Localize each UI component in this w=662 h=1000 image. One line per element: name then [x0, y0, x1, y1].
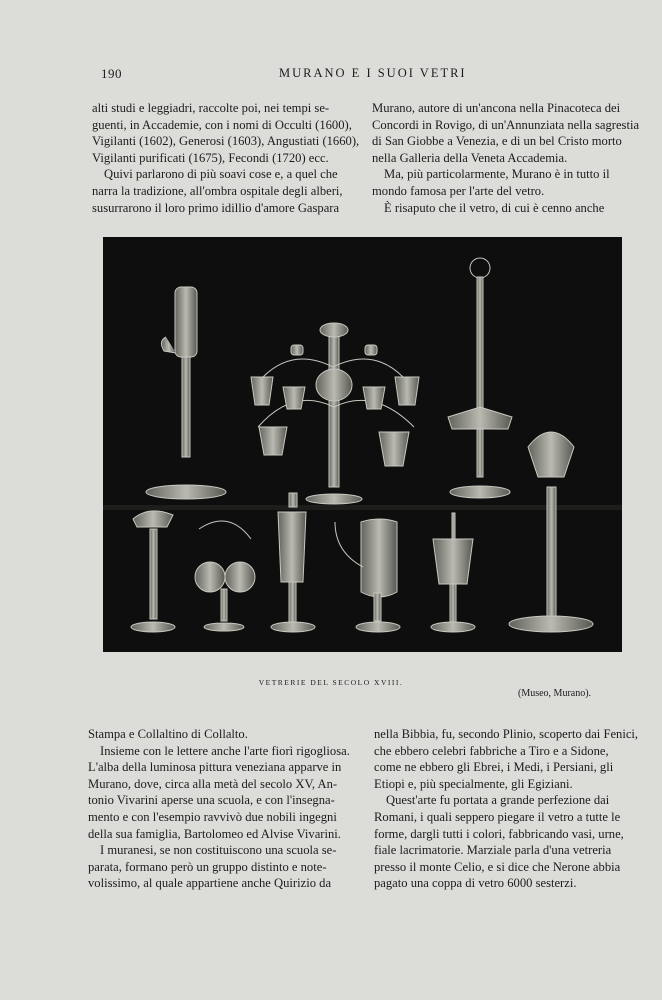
text-line: forme, dargli tutti i colori, fabbricando vasi, urne, [374, 826, 624, 841]
text-line: È risaputo che il vetro, di cui è cenno anche [384, 200, 605, 215]
glassware-illustration [103, 237, 622, 652]
page-number: 190 [101, 66, 122, 81]
running-title: MURANO E I SUOI VETRI [279, 66, 467, 80]
text-line: Etiopi e, più specialmente, gli Egiziani. [374, 776, 573, 791]
figure-credit: (Museo, Murano). [518, 688, 592, 699]
text-line: Concordi in Rovigo, di un'Annunziata nella sagrestia [372, 117, 640, 132]
text-line: nella Galleria della Veneta Accademia. [372, 150, 568, 165]
text-line: Quest'arte fu portata a grande perfezione dai [386, 793, 610, 808]
text-line: parata, formano però un gruppo distinto e note- [88, 859, 327, 874]
text-line: Vigilanti purificati (1675), Fecondi (1720) ecc. [92, 150, 329, 165]
text-line: Stampa e Collaltino di Collalto. [88, 727, 248, 741]
figure-caption: VETRERIE DEL SECOLO XVIII. [258, 678, 404, 687]
text-line: fiale lacrimatorie. Marziale parla d'una vetreria [374, 843, 612, 858]
text-line: Romani, i quali seppero piegare il vetro a tutte le [374, 809, 621, 824]
text-line: presso il monte Celio, e si dice che Nerone abbia [374, 859, 621, 874]
text-line: Vigilanti (1602), Generosi (1603), Angustiati (1660), [92, 134, 360, 149]
bottom-right-column [374, 726, 644, 892]
text-line: narra la tradizione, all'ombra ospitale degli alberi, [92, 183, 343, 198]
text-line: I muranesi, se non costituiscono una scuola se- [100, 843, 337, 858]
text-line: L'alba della luminosa pittura veneziana apparve in [88, 760, 342, 775]
text-line: di San Giobbe a Venezia, e di un bel Cristo morto [372, 134, 622, 149]
text-line: alti studi e leggiadri, raccolte poi, nei tempi se- [92, 101, 330, 115]
text-line: volissimo, al quale appartiene anche Quirizio da [88, 876, 332, 891]
text-line: mento e con l'esempio ravvivò due nobili ingegni [88, 809, 337, 824]
text-line: nella Bibbia, fu, secondo Plinio, scoperto dai Fenici, [374, 727, 639, 741]
page-header [101, 66, 571, 82]
text-line: mondo famosa per l'arte del vetro. [372, 183, 545, 198]
text-line: susurrarono il loro primo idillio d'amore Gaspara [92, 200, 340, 215]
glassware-photograph [103, 237, 622, 652]
text-line: Quivi parlarono di più soavi cose e, a quel che [104, 167, 338, 182]
text-line: pagato una coppa di vetro 6000 sesterzi. [374, 876, 577, 891]
text-line: Insieme con le lettere anche l'arte fiorì rigogliosa. [100, 743, 350, 758]
text-line: tonio Vivarini aperse una scuola, e con l'insegna- [88, 793, 335, 808]
top-left-column [92, 100, 364, 216]
text-line: Ma, più particolarmente, Murano è in tutto il [384, 167, 610, 182]
top-right-column [372, 100, 642, 216]
text-line: che ebbero celebri fabbriche a Tiro e a Sidone, [374, 743, 609, 758]
text-line: guenti, in Accademie, con i nomi di Occulti (1600), [92, 117, 352, 132]
text-line: Murano, dove, circa alla metà del secolo XV, An- [88, 776, 338, 791]
text-line: come ne ebbero gli Ebrei, i Medi, i Persiani, gli [374, 760, 614, 775]
bottom-left-column [88, 726, 362, 892]
text-line: Murano, autore di un'ancona nella Pinacoteca dei [372, 101, 621, 115]
text-line: della sua famiglia, Bartolomeo ed Alvise Vivarini. [88, 826, 341, 841]
